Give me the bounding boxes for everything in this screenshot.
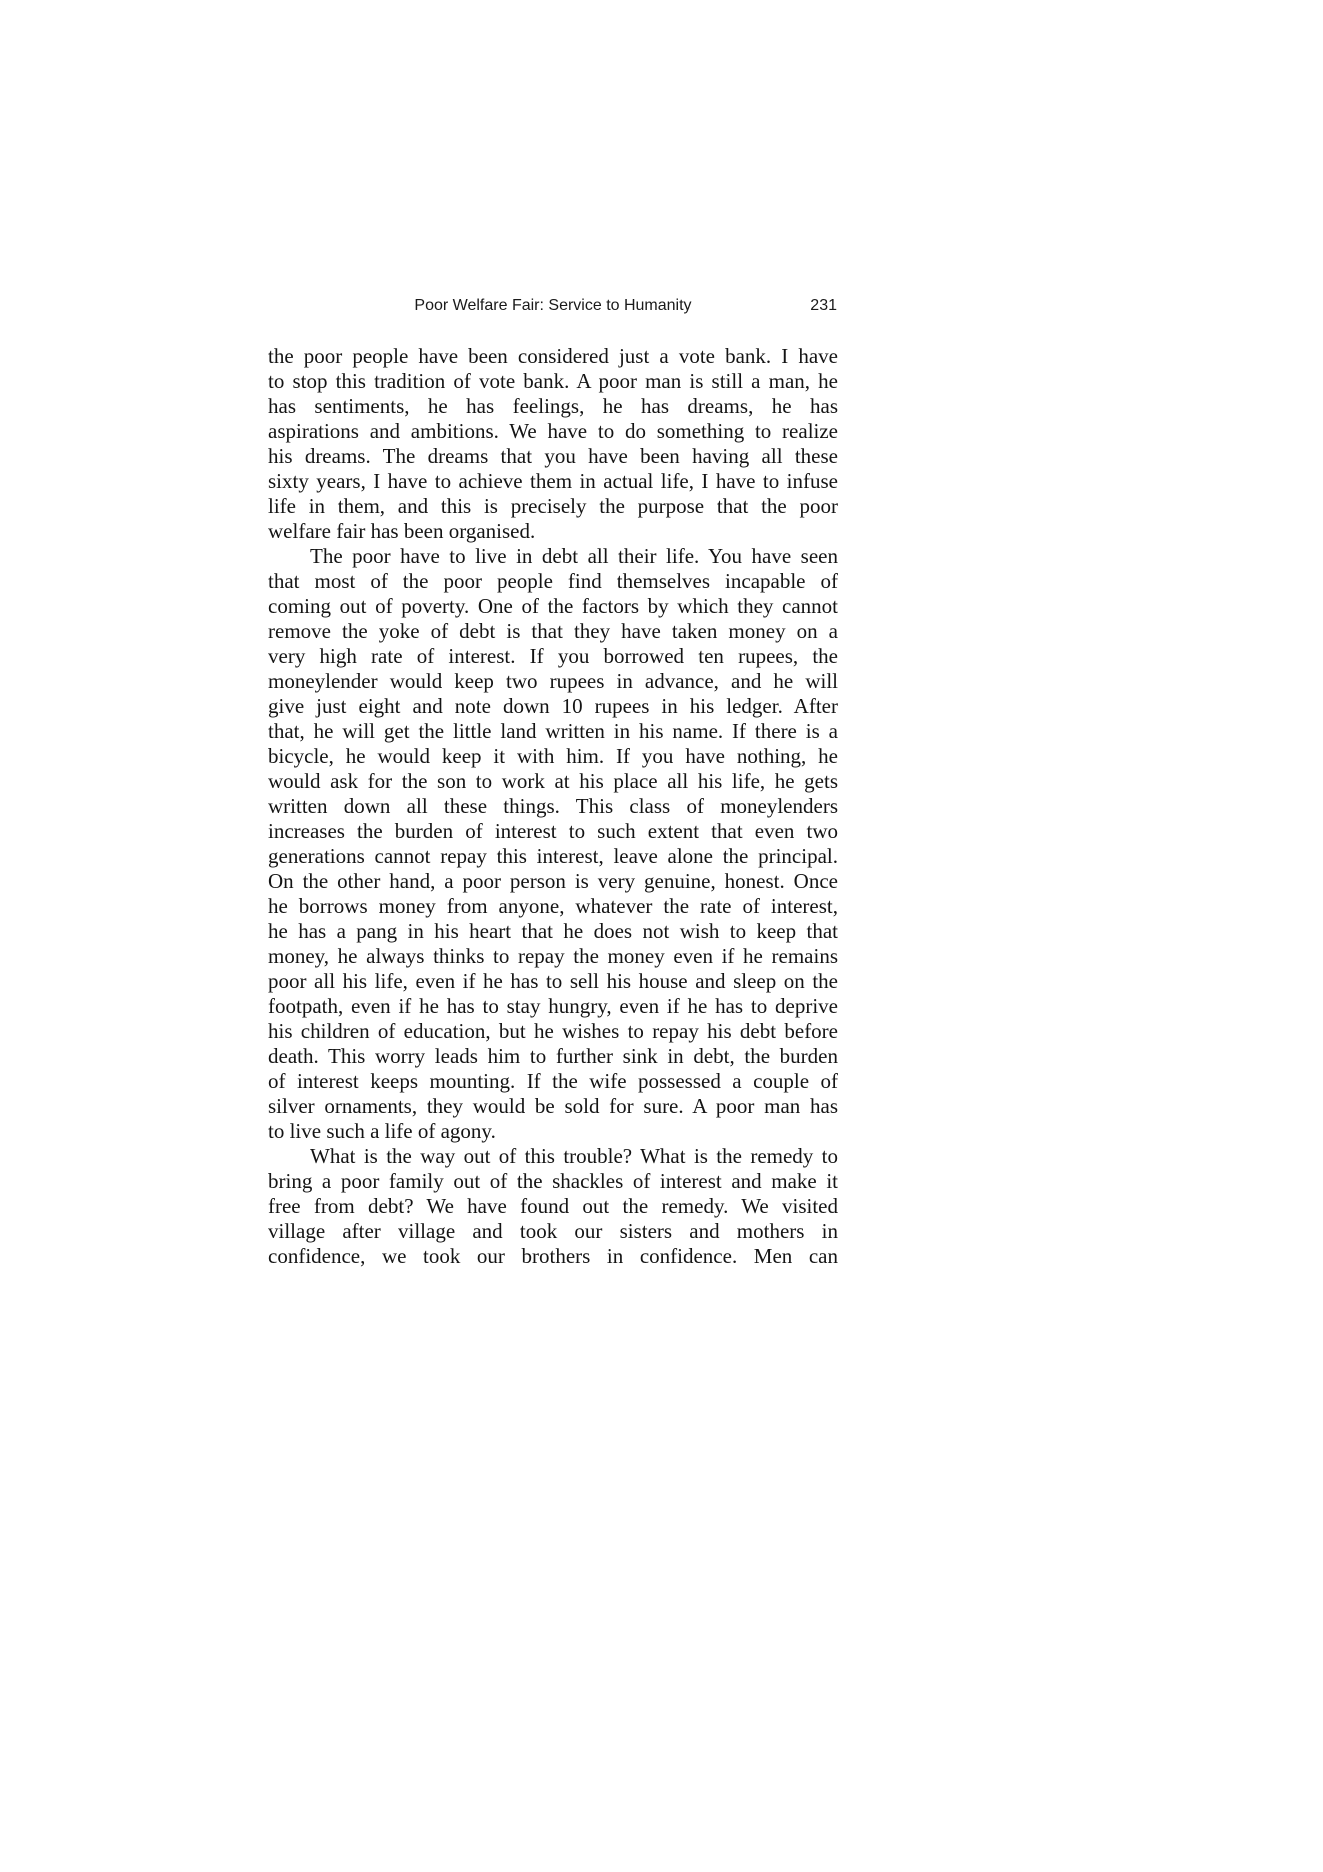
- text-line: village after village and took our sisters and mothers in: [268, 1219, 838, 1243]
- text-line: he borrows money from anyone, whatever the rate of interest,: [268, 894, 838, 918]
- text-line: that, he will get the little land written in his name. If there is a: [268, 719, 838, 743]
- running-header: [268, 295, 838, 317]
- text-line: bring a poor family out of the shackles of interest and make it: [268, 1169, 838, 1193]
- page-number: 231: [810, 297, 837, 314]
- text-line: of interest keeps mounting. If the wife possessed a couple of: [268, 1069, 838, 1093]
- text-line: increases the burden of interest to such extent that even two: [268, 819, 838, 843]
- text-line: written down all these things. This class of moneylenders: [268, 794, 838, 818]
- text-line: free from debt? We have found out the remedy. We visited: [268, 1194, 838, 1218]
- text-line: confidence, we took our brothers in confidence. Men can: [268, 1244, 838, 1268]
- text-line: moneylender would keep two rupees in advance, and he will: [268, 669, 838, 693]
- body-text: [268, 344, 838, 1269]
- text-line: that most of the poor people find themselves incapable of: [268, 569, 838, 593]
- text-line: he has a pang in his heart that he does not wish to keep that: [268, 919, 838, 943]
- text-line: welfare fair has been organised.: [268, 519, 536, 543]
- text-line: silver ornaments, they would be sold for sure. A poor man has: [268, 1094, 838, 1118]
- text-line: would ask for the son to work at his place all his life, he gets: [268, 769, 838, 793]
- text-line: The poor have to live in debt all their life. You have seen: [310, 544, 838, 568]
- paragraph: [268, 344, 838, 544]
- text-line: to stop this tradition of vote bank. A poor man is still a man, he: [268, 369, 838, 393]
- text-line: the poor people have been considered just a vote bank. I have: [268, 344, 838, 368]
- text-line: very high rate of interest. If you borrowed ten rupees, the: [268, 644, 838, 668]
- text-line: give just eight and note down 10 rupees in his ledger. After: [268, 694, 838, 718]
- text-line: On the other hand, a poor person is very genuine, honest. Once: [268, 869, 838, 893]
- text-line: aspirations and ambitions. We have to do something to realize: [268, 419, 838, 443]
- text-line: money, he always thinks to repay the money even if he remains: [268, 944, 838, 968]
- chapter-title: Poor Welfare Fair: Service to Humanity: [414, 297, 692, 314]
- text-line: his dreams. The dreams that you have been having all these: [268, 444, 838, 468]
- text-line: life in them, and this is precisely the purpose that the poor: [268, 494, 838, 518]
- text-line: footpath, even if he has to stay hungry, even if he has to deprive: [268, 994, 838, 1018]
- text-line: his children of education, but he wishes to repay his debt before: [268, 1019, 838, 1043]
- text-line: death. This worry leads him to further sink in debt, the burden: [268, 1044, 838, 1068]
- text-line: What is the way out of this trouble? What is the remedy to: [310, 1144, 838, 1168]
- text-line: to live such a life of agony.: [268, 1119, 496, 1143]
- text-line: bicycle, he would keep it with him. If you have nothing, he: [268, 744, 838, 768]
- paragraph: [268, 1144, 838, 1269]
- text-line: sixty years, I have to achieve them in actual life, I have to infuse: [268, 469, 838, 493]
- text-line: poor all his life, even if he has to sell his house and sleep on the: [268, 969, 838, 993]
- text-line: remove the yoke of debt is that they have taken money on a: [268, 619, 838, 643]
- text-line: coming out of poverty. One of the factors by which they cannot: [268, 594, 838, 618]
- text-line: has sentiments, he has feelings, he has dreams, he has: [268, 394, 838, 418]
- paragraph: [268, 544, 838, 1144]
- text-line: generations cannot repay this interest, leave alone the principal.: [268, 844, 838, 868]
